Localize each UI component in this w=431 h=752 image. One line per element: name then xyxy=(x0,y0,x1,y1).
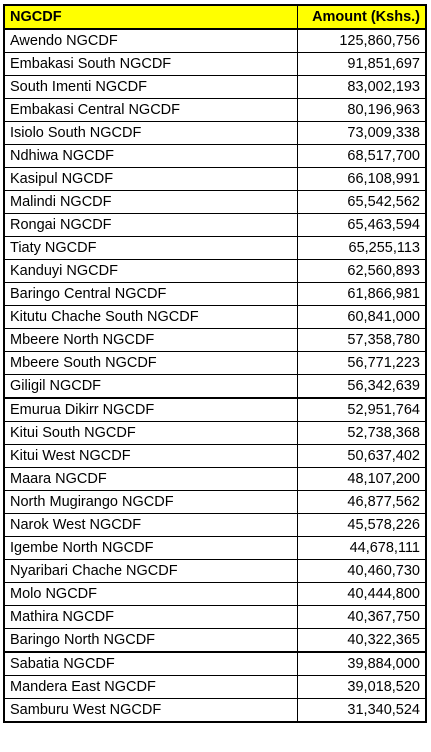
ngcdf-name-cell: Baringo Central NGCDF xyxy=(4,283,297,306)
ngcdf-name-cell: Sabatia NGCDF xyxy=(4,652,297,676)
ngcdf-name-cell: Rongai NGCDF xyxy=(4,214,297,237)
ngcdf-name-cell: Embakasi Central NGCDF xyxy=(4,99,297,122)
ngcdf-name-cell: Mbeere South NGCDF xyxy=(4,352,297,375)
ngcdf-name-cell: Awendo NGCDF xyxy=(4,29,297,53)
table-row xyxy=(4,352,426,375)
table-row xyxy=(4,560,426,583)
amount-cell: 65,463,594 xyxy=(297,214,426,237)
ngcdf-name-cell: Mandera East NGCDF xyxy=(4,676,297,699)
amount-cell: 80,196,963 xyxy=(297,99,426,122)
table-row xyxy=(4,676,426,699)
table-row xyxy=(4,699,426,723)
table-body xyxy=(4,29,426,722)
table-row xyxy=(4,445,426,468)
amount-cell: 62,560,893 xyxy=(297,260,426,283)
amount-cell: 40,460,730 xyxy=(297,560,426,583)
table-row xyxy=(4,306,426,329)
table-row xyxy=(4,145,426,168)
ngcdf-name-cell: Giligil NGCDF xyxy=(4,375,297,399)
amount-cell: 52,951,764 xyxy=(297,398,426,422)
table-row xyxy=(4,260,426,283)
ngcdf-name-cell: Narok West NGCDF xyxy=(4,514,297,537)
table-row xyxy=(4,99,426,122)
ngcdf-name-cell: Kitutu Chache South NGCDF xyxy=(4,306,297,329)
table-row xyxy=(4,375,426,399)
table-row xyxy=(4,168,426,191)
amount-cell: 125,860,756 xyxy=(297,29,426,53)
ngcdf-name-cell: Isiolo South NGCDF xyxy=(4,122,297,145)
ngcdf-name-cell: Kitui West NGCDF xyxy=(4,445,297,468)
header-amount: Amount (Kshs.) xyxy=(297,5,426,29)
amount-cell: 31,340,524 xyxy=(297,699,426,723)
table-row xyxy=(4,398,426,422)
table-row xyxy=(4,53,426,76)
ngcdf-name-cell: Kanduyi NGCDF xyxy=(4,260,297,283)
ngcdf-name-cell: Emurua Dikirr NGCDF xyxy=(4,398,297,422)
table-row xyxy=(4,422,426,445)
ngcdf-name-cell: Baringo North NGCDF xyxy=(4,629,297,653)
table-row xyxy=(4,76,426,99)
amount-cell: 39,018,520 xyxy=(297,676,426,699)
amount-cell: 73,009,338 xyxy=(297,122,426,145)
amount-cell: 50,637,402 xyxy=(297,445,426,468)
ngcdf-name-cell: Nyaribari Chache NGCDF xyxy=(4,560,297,583)
amount-cell: 44,678,111 xyxy=(297,537,426,560)
ngcdf-name-cell: South Imenti NGCDF xyxy=(4,76,297,99)
amount-cell: 56,342,639 xyxy=(297,375,426,399)
amount-cell: 48,107,200 xyxy=(297,468,426,491)
ngcdf-name-cell: Samburu West NGCDF xyxy=(4,699,297,723)
amount-cell: 45,578,226 xyxy=(297,514,426,537)
amount-cell: 52,738,368 xyxy=(297,422,426,445)
ngcdf-name-cell: Malindi NGCDF xyxy=(4,191,297,214)
amount-cell: 61,866,981 xyxy=(297,283,426,306)
table-row xyxy=(4,537,426,560)
table-row xyxy=(4,29,426,53)
table-row xyxy=(4,491,426,514)
ngcdf-name-cell: Maara NGCDF xyxy=(4,468,297,491)
amount-cell: 60,841,000 xyxy=(297,306,426,329)
amount-cell: 40,322,365 xyxy=(297,629,426,653)
ngcdf-name-cell: North Mugirango NGCDF xyxy=(4,491,297,514)
amount-cell: 68,517,700 xyxy=(297,145,426,168)
table-row xyxy=(4,214,426,237)
amount-cell: 40,444,800 xyxy=(297,583,426,606)
amount-cell: 57,358,780 xyxy=(297,329,426,352)
ngcdf-name-cell: Mathira NGCDF xyxy=(4,606,297,629)
table-row xyxy=(4,583,426,606)
table-row xyxy=(4,191,426,214)
ngcdf-name-cell: Molo NGCDF xyxy=(4,583,297,606)
amount-cell: 91,851,697 xyxy=(297,53,426,76)
ngcdf-name-cell: Tiaty NGCDF xyxy=(4,237,297,260)
amount-cell: 65,255,113 xyxy=(297,237,426,260)
table-row xyxy=(4,629,426,653)
table-row xyxy=(4,122,426,145)
table-row xyxy=(4,652,426,676)
ngcdf-name-cell: Mbeere North NGCDF xyxy=(4,329,297,352)
ngcdf-name-cell: Igembe North NGCDF xyxy=(4,537,297,560)
ngcdf-name-cell: Ndhiwa NGCDF xyxy=(4,145,297,168)
table-row xyxy=(4,283,426,306)
ngcdf-name-cell: Kasipul NGCDF xyxy=(4,168,297,191)
table-row xyxy=(4,468,426,491)
amount-cell: 66,108,991 xyxy=(297,168,426,191)
ngcdf-name-cell: Embakasi South NGCDF xyxy=(4,53,297,76)
amount-cell: 46,877,562 xyxy=(297,491,426,514)
amount-cell: 39,884,000 xyxy=(297,652,426,676)
ngcdf-amount-table xyxy=(3,4,427,723)
amount-cell: 65,542,562 xyxy=(297,191,426,214)
amount-cell: 40,367,750 xyxy=(297,606,426,629)
ngcdf-name-cell: Kitui South NGCDF xyxy=(4,422,297,445)
table-row xyxy=(4,329,426,352)
amount-cell: 56,771,223 xyxy=(297,352,426,375)
header-ngcdf: NGCDF xyxy=(4,5,297,29)
amount-cell: 83,002,193 xyxy=(297,76,426,99)
table-row xyxy=(4,514,426,537)
header-row xyxy=(4,5,426,29)
table-row xyxy=(4,237,426,260)
table-row xyxy=(4,606,426,629)
